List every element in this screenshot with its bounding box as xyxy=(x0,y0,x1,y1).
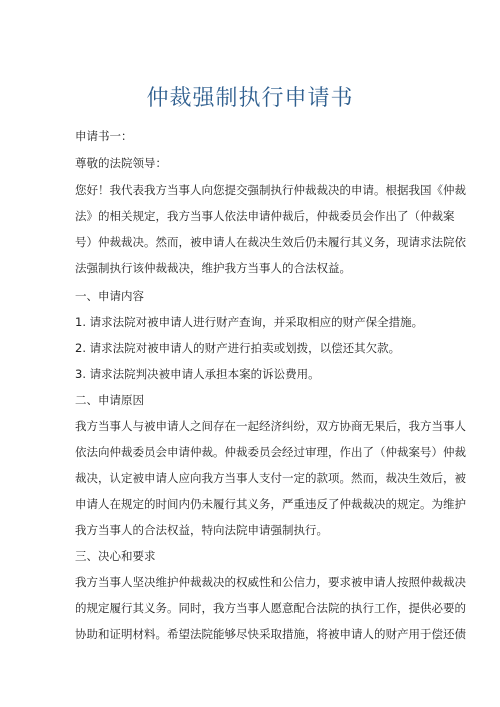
paragraph-line: 协助和证明材料。希望法院能够尽快采取措施，将被申请人的财产用于偿还债 xyxy=(75,627,466,641)
list-item: 1. 请求法院对被申请人进行财产查询，并采取相应的财产保全措施。 xyxy=(75,315,424,329)
paragraph-line: 我方当事人的合法权益，特向法院申请强制执行。 xyxy=(75,523,328,537)
document-title: 仲裁强制执行申请书 xyxy=(146,86,354,111)
paragraph-line: 的规定履行其义务。同时，我方当事人愿意配合法院的执行工作，提供必要的 xyxy=(75,601,466,615)
paragraph-line: 您好！我代表我方当事人向您提交强制执行仲裁裁决的申请。根据我国《仲裁 xyxy=(75,183,466,197)
paragraph-line: 我方当事人坚决维护仲裁裁决的权威性和公信力，要求被申请人按照仲裁裁决 xyxy=(75,575,466,589)
section-heading: 一、申请内容 xyxy=(75,289,144,303)
list-item: 2. 请求法院对被申请人的财产进行拍卖或划拨，以偿还其欠款。 xyxy=(75,341,401,355)
paragraph-line: 法强制执行该仲裁裁决，维护我方当事人的合法权益。 xyxy=(75,261,351,275)
section-heading: 三、决心和要求 xyxy=(75,549,156,563)
paragraph-line: 申请人在规定的时间内仍未履行其义务，严重违反了仲裁裁决的规定。为维护 xyxy=(75,497,466,511)
list-item: 3. 请求法院判决被申请人承担本案的诉讼费用。 xyxy=(75,367,320,381)
paragraph-line: 法》的相关规定，我方当事人依法申请仲裁后，仲裁委员会作出了（仲裁案 xyxy=(75,209,455,223)
section-heading: 二、申请原因 xyxy=(75,393,144,407)
paragraph-line: 依法向仲裁委员会申请仲裁。仲裁委员会经过审理，作出了（仲裁案号）仲裁 xyxy=(75,445,466,459)
paragraph-line: 我方当事人与被申请人之间存在一起经济纠纷，双方协商无果后，我方当事人 xyxy=(75,419,466,433)
paragraph-line: 号）仲裁裁决。然而，被申请人在裁决生效后仍未履行其义务，现请求法院依 xyxy=(75,235,466,249)
salutation: 尊敬的法院领导： xyxy=(75,156,167,170)
paragraph-line: 裁决，认定被申请人应向我方当事人支付一定的款项。然而，裁决生效后，被 xyxy=(75,471,466,485)
salutation-heading: 申请书一： xyxy=(75,129,133,143)
